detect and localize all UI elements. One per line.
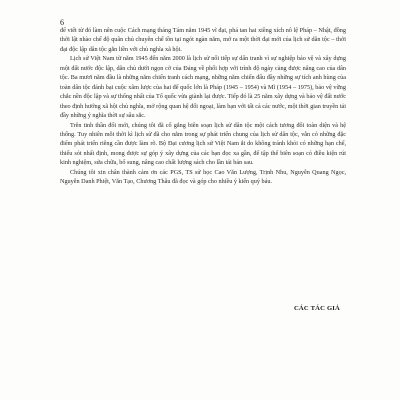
paragraph-1: để viết từ đó làm nên cuộc Cách mạng tháng Tám năm 1945 vĩ đại, phá tan hai xiềng xích nô lệ Pháp – Nhật, đồng thời lật nhào chế độ quân chủ chuyên chế tồn tại ngót ngàn năm, mở ra một thời đại mới của lịch sử dân tộc – thời đại độc lập dân tộc gắn liền với chủ nghĩa xã hội.	[60, 27, 346, 53]
page-number: 6	[60, 18, 64, 27]
paragraph-3: Trên tinh thần đổi mới, chúng tôi đã cố gắng biên soạn lịch sử dân tộc một cách tương đối toàn diện và hệ thống. Tuy nhiên mỗi thời kì lịch sử đã cho nằm trong sự phát triển chung của lịch sử dân tộc, vẫn có những đặc điểm phát triển riêng cần được làm rõ. Bộ Đại cương lịch sử Việt Nam ắt do không tránh khỏi có những hạn chế, thiếu sót nhất định, mong được sự góp ý xây dựng của các bạn đọc xa gần, để tập thể biên soạn có điều kiện rút kinh nghiệm, sửa chữa, bổ sung, nâng cao chất lượng sách cho lần tái bản sau.	[60, 121, 346, 167]
body-text	[60, 26, 346, 187]
paragraph-2: Lịch sử Việt Nam từ năm 1945 đến năm 2000 là lịch sử nối tiếp sự dấn tranh vì sự nghiệp bảo vệ và xây dựng một đất nước độc lập, dân chủ dưới ngọn cờ của Đảng về phối hợp với trình độ ngày càng được nâng cao của dân tộc. Ba mươi năm đầu là những năm chiến tranh cách mạng, những năm chiến đấu đầy những sự tích anh hùng của toàn dân tộc đánh bại cuộc xâm lược của hai đế quốc lớn là Pháp (1945 – 1954) và Mĩ (1954 – 1975), bảo vệ vững chắc nền độc lập và sự thống nhất của Tổ quốc vừa giành lại được. Tiếp đó là 25 năm xây dựng và bảo vệ đất nước theo định hướng xã hội chủ nghĩa, mở rộng quan hệ đối ngoại, làm bạn với tất cả các nước, một thời gian truyền tải đầy những ý nghĩa thời sự sâu sắc.	[60, 55, 346, 120]
paragraph-4: Chúng tôi xin chân thành cảm ơn các PGS, TS sử học Cao Văn Lượng, Trịnh Nhu, Nguyễn Quang Ngọc, Nguyễn Danh Phiệt, Văn Tạo, Chương Thâu đã đọc và góp cho nhiều ý kiến quý báu.	[60, 168, 346, 186]
author-signature: CÁC TÁC GIẢ	[293, 305, 340, 312]
